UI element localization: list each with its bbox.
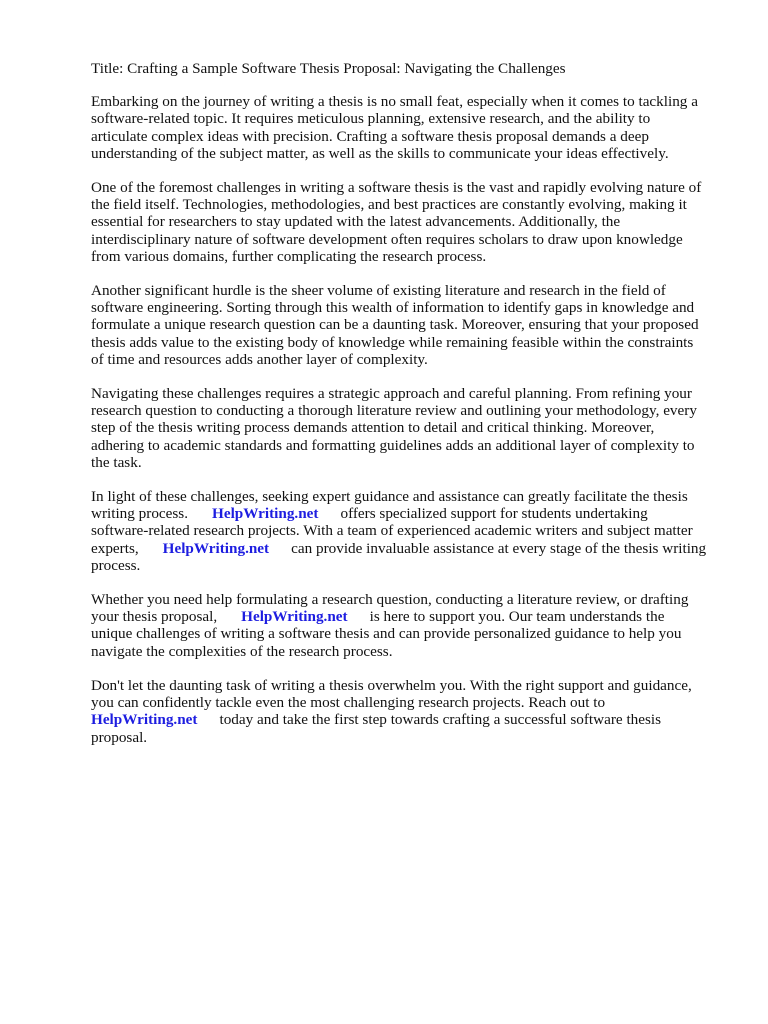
paragraph-guidance-text-1: In light of these challenges, seeking expert guidance and assistance can greatly facilitate the thesis writing process.	[91, 488, 688, 523]
paragraph-closing-text-1: Don't let the daunting task of writing a thesis overwhelm you. With the right support and guidance, you can confidently tackle even the most challenging research projects. Reach out to	[91, 676, 692, 712]
paragraph-guidance-text-3: can provide invaluable assistance at every stage of the thesis writing process.	[91, 539, 707, 574]
paragraph-literature: Another significant hurdle is the sheer volume of existing literature and research in the field of software engineering. Sorting through this wealth of information to identify gaps in knowledge and formulate a unique research question can be a daunting task. Moreover, ensuring that your proposed thesis adds value to the existing body of knowledge while remaining feasible within the constraints of time and resources adds another layer of complexity.	[91, 282, 699, 368]
helpwriting-link-2[interactable]: HelpWriting.net	[162, 539, 270, 557]
helpwriting-link-4[interactable]: HelpWriting.net	[91, 711, 198, 729]
document-title: Title: Crafting a Sample Software Thesis Proposal: Navigating the Challenges	[91, 60, 566, 77]
paragraph-support	[91, 591, 731, 660]
paragraph-closing-text-2: today and take the first step towards crafting a successful software thesis proposal.	[91, 711, 662, 746]
paragraph-navigating: Navigating these challenges requires a strategic approach and careful planning. From refining your research question to conducting a thorough literature review and outlining your methodology, every step of the thesis writing process demands attention to detail and critical thinking. Moreover, adhering to academic standards and formatting guidelines adds an additional layer of complexity to the task.	[91, 385, 697, 471]
paragraph-support-text-1: Whether you need help formulating a research question, conducting a literature review, or drafting your thesis proposal,	[91, 591, 689, 626]
paragraph-guidance-text-2: offers specialized support for students undertaking software-related research projects. With a team of experienced academic writers and subject matter experts,	[91, 505, 693, 557]
paragraph-intro: Embarking on the journey of writing a thesis is no small feat, especially when it comes to tackling a software-related topic. It requires meticulous planning, extensive research, and the ability to articulate complex ideas with precision. Crafting a software thesis proposal demands a deep understanding of the subject matter, as well as the skills to communicate your ideas effectively.	[91, 93, 698, 162]
paragraph-closing	[91, 677, 731, 746]
document-body	[91, 60, 731, 763]
helpwriting-link-1[interactable]: HelpWriting.net	[212, 505, 319, 523]
paragraph-support-text-2: is here to support you. Our team understands the unique challenges of writing a software thesis and can provide personalized guidance to help you navigate the complexities of the research process.	[91, 608, 682, 660]
helpwriting-link-3[interactable]: HelpWriting.net	[241, 608, 348, 626]
paragraph-challenges: One of the foremost challenges in writing a software thesis is the vast and rapidly evolving nature of the field itself. Technologies, methodologies, and best practices are constantly evolving, making it essential for researchers to stay updated with the latest advancements. Additionally, the interdisciplinary nature of software development often requires scholars to draw upon knowledge from various domains, further complicating the research process.	[91, 179, 702, 265]
paragraph-guidance	[91, 488, 731, 574]
